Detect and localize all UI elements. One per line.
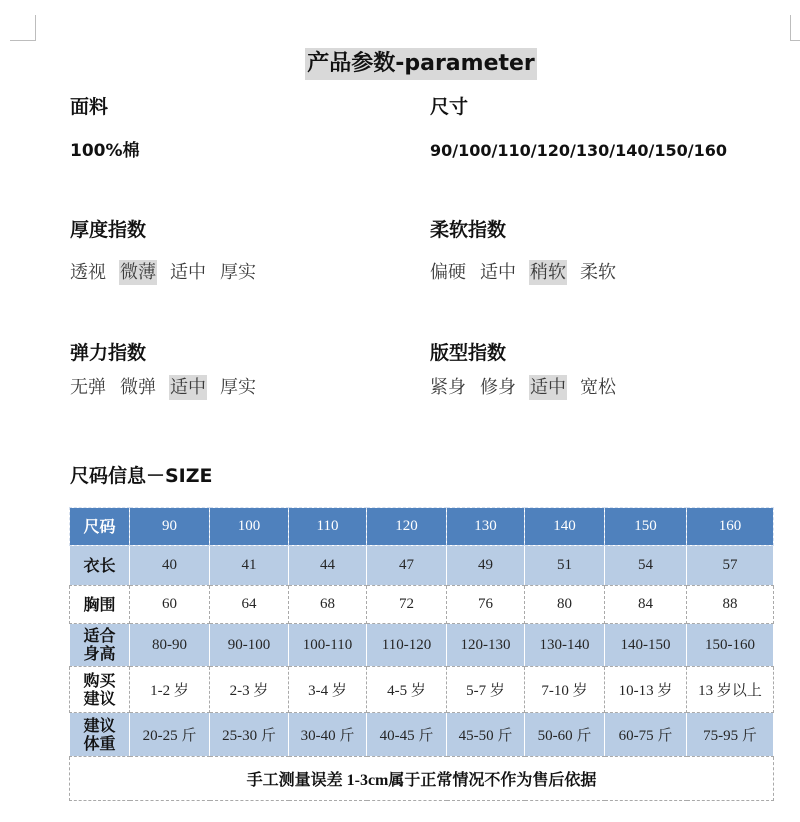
size-header-cell: 120 <box>367 508 447 546</box>
size-row-label: 尺码 <box>83 517 116 536</box>
size-row-label-cell <box>70 508 130 546</box>
softness-option: 柔软 <box>580 262 616 283</box>
size-row <box>70 624 774 667</box>
size-header-cell: 150 <box>605 508 687 546</box>
size-row-label: 衣长 <box>83 556 116 575</box>
fit-option: 适中 <box>530 377 566 398</box>
size-row <box>70 586 774 624</box>
size-cell: 47 <box>367 546 447 586</box>
fit-option: 修身 <box>480 377 516 398</box>
size-cell: 20-25 斤 <box>130 713 210 757</box>
elasticity-option: 无弹 <box>70 377 106 398</box>
size-table-heading: 尺码信息－SIZE <box>70 465 213 487</box>
size-cell: 40 <box>130 546 210 586</box>
size-row-label-cell <box>70 667 130 713</box>
size-cell: 7-10 岁 <box>525 667 605 713</box>
size-cell: 120-130 <box>447 624 525 667</box>
size-cell: 150-160 <box>687 624 774 667</box>
size-row-label: 适合身高 <box>83 626 116 663</box>
fabric-value: 100%棉 <box>70 141 140 161</box>
size-row <box>70 667 774 713</box>
size-cell: 45-50 斤 <box>447 713 525 757</box>
crop-mark-top-right-horizontal <box>790 40 800 41</box>
size-cell: 130-140 <box>525 624 605 667</box>
fit-option: 紧身 <box>430 377 466 398</box>
size-cell: 40-45 斤 <box>367 713 447 757</box>
size-cell: 140-150 <box>605 624 687 667</box>
size-cell: 68 <box>289 586 367 624</box>
thickness-option: 厚实 <box>220 262 256 283</box>
fabric-label: 面料 <box>70 96 109 118</box>
softness-option: 偏硬 <box>430 262 466 283</box>
softness-options <box>429 260 629 286</box>
size-cell: 49 <box>447 546 525 586</box>
elasticity-label: 弹力指数 <box>70 342 147 364</box>
thickness-option: 微薄 <box>120 262 156 283</box>
fit-option: 宽松 <box>580 377 616 398</box>
size-table-body <box>70 508 774 757</box>
size-cell: 2-3 岁 <box>210 667 289 713</box>
size-cell: 54 <box>605 546 687 586</box>
size-cell: 76 <box>447 586 525 624</box>
size-note: 手工测量误差 1-3cm属于正常情况不作为售后依据 <box>70 757 774 801</box>
size-cell: 84 <box>605 586 687 624</box>
size-row <box>70 546 774 586</box>
size-cell: 44 <box>289 546 367 586</box>
crop-mark-top-left-horizontal <box>10 40 36 41</box>
size-cell: 60-75 斤 <box>605 713 687 757</box>
elasticity-options <box>69 375 269 401</box>
size-row-label: 购买建议 <box>83 670 116 708</box>
size-value: 90/100/110/120/130/140/150/160 <box>430 141 727 160</box>
size-cell: 100-110 <box>289 624 367 667</box>
thickness-options <box>69 260 269 286</box>
size-cell: 80-90 <box>130 624 210 667</box>
size-label: 尺寸 <box>430 96 469 118</box>
size-note-row <box>70 757 774 801</box>
size-cell: 60 <box>130 586 210 624</box>
fit-label: 版型指数 <box>430 342 507 364</box>
size-row <box>70 713 774 757</box>
size-cell: 5-7 岁 <box>447 667 525 713</box>
size-header-cell: 100 <box>210 508 289 546</box>
elasticity-option: 微弹 <box>120 377 156 398</box>
size-cell: 75-95 斤 <box>687 713 774 757</box>
size-cell: 30-40 斤 <box>289 713 367 757</box>
softness-option: 适中 <box>480 262 516 283</box>
elasticity-option: 厚实 <box>220 377 256 398</box>
size-cell: 10-13 岁 <box>605 667 687 713</box>
size-cell: 50-60 斤 <box>525 713 605 757</box>
size-row-label-cell <box>70 713 130 757</box>
size-header-cell: 90 <box>130 508 210 546</box>
size-row-label: 胸围 <box>83 595 116 614</box>
softness-label: 柔软指数 <box>430 219 507 241</box>
size-table-footer <box>70 757 774 801</box>
size-header-row <box>70 508 774 546</box>
size-cell: 110-120 <box>367 624 447 667</box>
size-header-cell: 110 <box>289 508 367 546</box>
size-header-cell: 160 <box>687 508 774 546</box>
size-row-label-cell <box>70 624 130 667</box>
size-row-label-cell <box>70 546 130 586</box>
page-title: 产品参数-parameter <box>305 48 537 80</box>
title-wrap <box>69 48 773 80</box>
size-row-label-cell <box>70 586 130 624</box>
size-cell: 88 <box>687 586 774 624</box>
crop-mark-top-right-vertical <box>790 15 791 41</box>
crop-mark-top-left-vertical <box>35 15 36 41</box>
size-cell: 41 <box>210 546 289 586</box>
size-cell: 57 <box>687 546 774 586</box>
size-cell: 64 <box>210 586 289 624</box>
size-header-cell: 130 <box>447 508 525 546</box>
size-cell: 4-5 岁 <box>367 667 447 713</box>
thickness-option: 透视 <box>70 262 106 283</box>
fit-options <box>429 375 629 401</box>
size-row-label: 建议体重 <box>83 715 116 753</box>
softness-option: 稍软 <box>530 262 566 283</box>
size-cell: 51 <box>525 546 605 586</box>
size-table <box>69 507 774 801</box>
size-cell: 80 <box>525 586 605 624</box>
thickness-option: 适中 <box>170 262 206 283</box>
size-cell: 13 岁以上 <box>687 667 774 713</box>
thickness-label: 厚度指数 <box>70 219 147 241</box>
size-header-cell: 140 <box>525 508 605 546</box>
size-cell: 25-30 斤 <box>210 713 289 757</box>
size-cell: 3-4 岁 <box>289 667 367 713</box>
size-cell: 90-100 <box>210 624 289 667</box>
size-cell: 72 <box>367 586 447 624</box>
size-cell: 1-2 岁 <box>130 667 210 713</box>
elasticity-option: 适中 <box>170 377 206 398</box>
